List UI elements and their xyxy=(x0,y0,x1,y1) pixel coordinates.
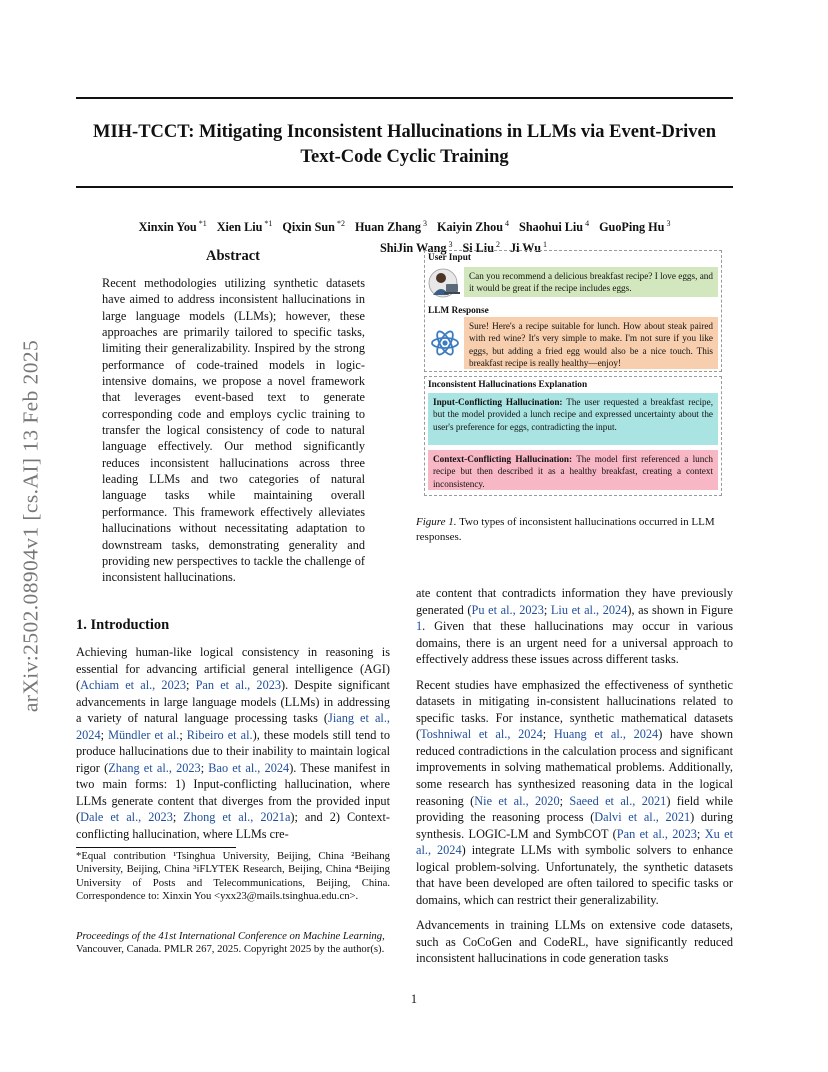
citation-link[interactable]: Dalvi et al., 2021 xyxy=(594,810,691,825)
paragraph-text: ; xyxy=(696,826,705,841)
citation-link[interactable]: Achiam et al., 2023 xyxy=(80,678,187,693)
intro-right-column xyxy=(416,585,733,976)
footnote-rule xyxy=(76,847,236,848)
citation-link[interactable]: Nie et al., 2020 xyxy=(474,793,560,808)
proceedings-rest: , Vancouver, Canada. PMLR 267, 2025. Copyright 2025 by the author(s). xyxy=(76,930,385,956)
footnote: *Equal contribution ¹Tsinghua University, Beijing, China ²Beihang University, Beijing, China ³iFLYTEK Research, Beijing, China ⁴Beijing University of Posts and Telecommunications, Beijing, China. Correspondence to: Xinxin You <yxx23@mails.tsinghua.edu.cn>. xyxy=(76,850,390,902)
input-conflict-text: The user requested a breakfast recipe, but the model provided a lunch recipe and expressed uncertainty about the user's preference for eggs, contradicting the input. xyxy=(433,397,713,432)
intro-paragraph xyxy=(416,585,733,668)
citation-link[interactable]: Xu et al., 2024 xyxy=(416,826,733,858)
paragraph-text: Achieving human-like logical consistency in reasoning is essential for advancing artificial general intelligence (AGI) ( xyxy=(76,645,390,693)
abstract-heading: Abstract xyxy=(206,248,260,264)
title-bottom-rule xyxy=(76,186,733,188)
citation-link[interactable]: Dale et al., 2023 xyxy=(80,810,173,825)
citation-link[interactable]: Huang et al., 2024 xyxy=(553,727,659,742)
paragraph-text: . Given that these hallucinations may occur in various domains, there is an urgent need for a universal approach to effectively address these issues across different tasks. xyxy=(416,619,733,667)
intro-paragraph: Advancements in training LLMs on extensive code datasets, such as CoCoGen and CodeRL, have significantly reduced inconsistent hallucinations in code generation tasks xyxy=(416,918,733,966)
page-number: 1 xyxy=(410,992,418,1006)
citation-link[interactable]: Toshniwal et al., 2024 xyxy=(420,727,543,742)
llm-response-bubble: Sure! Here's a recipe suitable for lunch. How about steak paired with red wine? It's very simple to make. I'm not sure if you like eggs, but adding a fried egg would also be a nice touch. This breakfast recipe is really healthy—enjoy! xyxy=(464,317,718,369)
citation-link[interactable]: Liu et al., 2024 xyxy=(550,602,628,617)
citation-link[interactable]: Pan et al., 2023 xyxy=(616,826,697,841)
paragraph-text: ; xyxy=(559,793,570,808)
paragraph-text: ; xyxy=(542,727,554,742)
author-name: Xinxin You $^{*1}$ xyxy=(138,219,207,235)
citation-link[interactable]: Bao et al., 2024 xyxy=(208,760,290,775)
paragraph-text: ); and 2) Context-conflicting hallucination, where LLMs cre- xyxy=(76,810,390,842)
paragraph-text: ). Despite significant advancements in large language models (LLMs) in addressing a variety of natural language processing tasks ( xyxy=(76,678,390,726)
figure-caption-label: Figure 1. xyxy=(416,516,457,528)
user-input-bubble: Can you recommend a delicious breakfast recipe? I love eggs, and it would be great if the recipe includes eggs. xyxy=(464,267,718,297)
paragraph-text: ). These manifest in two main forms: 1) Input-conflicting hallucination, where LLMs generate content that diverges from the provided input ( xyxy=(76,760,390,825)
paragraph-text: ; xyxy=(172,810,184,825)
author-name: ShiJin Wang $^3$ xyxy=(379,240,453,256)
paragraph-text: ; xyxy=(543,602,551,617)
paper-title: MIH-TCCT: Mitigating Inconsistent Hallucinations in LLMs via Event-Driven Text-Code Cyclic Training xyxy=(92,122,717,167)
paragraph-text: ate content that contradicts information they have previously generated ( xyxy=(416,586,733,617)
arxiv-stamp xyxy=(16,296,46,756)
author-name: Shaohui Liu $^4$ xyxy=(519,219,590,235)
paragraph-text: ), these models still tend to produce hallucinations due to their inability to maintain logical rigor ( xyxy=(76,727,390,775)
citation-link[interactable]: Pan et al., 2023 xyxy=(195,678,282,693)
citation-link[interactable]: Saeed et al., 2021 xyxy=(569,793,667,808)
author-name: Si Liu $^2$ xyxy=(462,240,500,256)
paragraph-text: ; xyxy=(200,760,209,775)
arxiv-id: arXiv:2502.08904v1 [cs.AI] 13 Feb 2025 xyxy=(18,339,43,713)
top-rule xyxy=(76,97,733,99)
paragraph-text: ) during synthesis. LOGIC-LM and SymbCOT ( xyxy=(416,810,733,841)
paragraph-text: ) integrate LLMs with symbolic solvers to enhance logical problem-solving. Unfortunately, the synthetic datasets that have been developed are often tailored to specific tasks or domains, which can restrict their generalizability. xyxy=(416,843,733,907)
user-input-label: User Input xyxy=(428,253,471,263)
paragraph-text: ) have shown reduced contradictions in the calculation process and significant improvements in solving mathematical problems. Additionally, some research has synthesized reasoning data in the logical reasoning ( xyxy=(416,727,733,808)
author-name: Ji Wu $^1$ xyxy=(509,240,548,256)
introduction-heading: 1. Introduction xyxy=(76,617,170,633)
citation-link[interactable]: Jiang et al., 2024 xyxy=(76,711,390,742)
citation-link[interactable]: Zhang et al., 2023 xyxy=(108,760,201,775)
figure-caption-text: Two types of inconsistent hallucinations occurred in LLM responses. xyxy=(416,516,715,543)
context-conflict-text: The model first referenced a lunch recipe but then described it as a healthy breakfast, creating a context inconsistency. xyxy=(433,454,713,489)
input-conflict-box xyxy=(428,393,718,445)
citation-link[interactable]: Zhong et al., 2021a xyxy=(183,810,291,825)
figure-1 xyxy=(424,250,722,505)
intro-paragraph xyxy=(416,677,733,909)
author-name: Kaiyin Zhou $^4$ xyxy=(437,219,510,235)
author-name: Huan Zhang $^3$ xyxy=(354,219,427,235)
paragraph-text: Recent studies have emphasized the effectiveness of synthetic datasets in mitigating in-consistent hallucinations related to specific tasks. For instance, synthetic mathematical datasets ( xyxy=(416,677,733,742)
author-name: Qixin Sun $^{*2}$ xyxy=(282,219,345,235)
user-avatar-icon xyxy=(428,268,462,298)
paragraph-text: ) field while providing the reasoning process ( xyxy=(416,793,733,825)
paragraph-text: ; xyxy=(100,727,109,742)
author-name: Xien Liu $^{*1}$ xyxy=(216,219,273,235)
context-conflict-title: Context-Conflicting Hallucination: xyxy=(433,454,573,464)
paragraph-text: ; xyxy=(179,727,187,742)
figure-caption xyxy=(416,515,733,544)
llm-response-label: LLM Response xyxy=(428,306,489,316)
citation-link[interactable]: 1 xyxy=(416,619,423,634)
citation-link[interactable]: Mündler et al. xyxy=(108,727,180,742)
input-conflict-title: Input-Conflicting Hallucination: xyxy=(433,397,563,407)
author-name: GuoPing Hu $^3$ xyxy=(599,219,671,235)
context-conflict-box xyxy=(428,450,718,490)
paragraph-text: ; xyxy=(186,678,196,693)
citation-link[interactable]: Pu et al., 2023 xyxy=(471,602,544,617)
atom-icon xyxy=(430,328,460,358)
abstract-text: Recent methodologies utilizing synthetic datasets have aimed to address inconsistent hallucinations in large language models (LLMs); however, these approaches are primarily tailored to specific tasks, limiting their generalizability. Inspired by the strong performance of code-trained models in logic-intensive domains, we propose a novel framework that leverages event-based text to generate corresponding code and employs cyclic training to transfer the logical consistency of code to natural language effectively. Our method significantly reduces inconsistent hallucinations across three leading LLMs and two categories of natural language tasks while maintaining overall performance. This framework effectively alleviates hallucinations without necessitating adaptation to downstream tasks, demonstrating generality and providing new perspectives to tackle the challenge of inconsistent hallucinations. xyxy=(102,276,365,585)
proceedings-venue: Proceedings of the 41st International Conference on Machine Learning xyxy=(76,930,383,942)
paragraph-text: ), as shown in Figure xyxy=(627,602,734,617)
proceedings-note xyxy=(76,930,390,957)
author-line-1 xyxy=(76,215,733,236)
explanation-label: Inconsistent Hallucinations Explanation xyxy=(428,380,588,390)
intro-left-column xyxy=(76,644,390,843)
citation-link[interactable]: Ribeiro et al. xyxy=(186,727,253,742)
